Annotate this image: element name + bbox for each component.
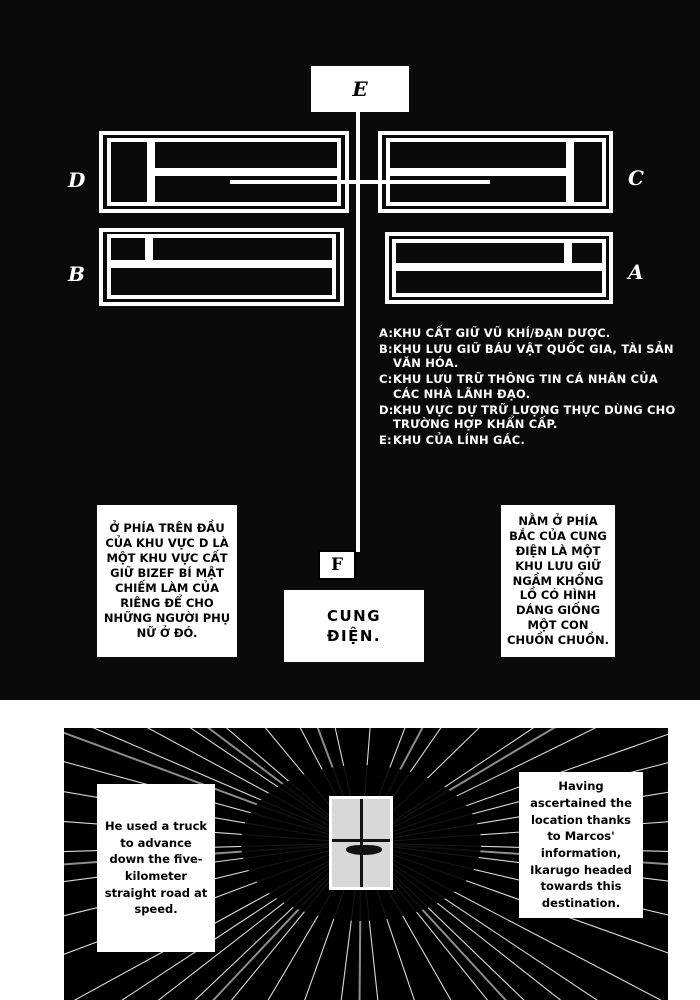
truck-silhouette <box>346 845 382 855</box>
legend-text: KHU CẤT GIỮ VŨ KHÍ/ĐẠN DƯỢC. <box>393 326 611 340</box>
map-zone-d-inner-c <box>151 172 341 206</box>
palace-caption-box <box>284 590 424 662</box>
palace-caption-line2: ĐIỆN. <box>326 627 382 645</box>
map-zone-f-box <box>318 550 356 580</box>
legend-item <box>379 433 679 448</box>
map-zone-e-box <box>311 66 409 112</box>
map-zone-c-inner-b <box>386 172 570 206</box>
legend-key: B: <box>379 341 393 356</box>
palace-caption-line1: CUNG <box>326 606 382 625</box>
map-zone-e-label: E <box>352 77 368 101</box>
door-rail <box>332 839 390 842</box>
note-left-box <box>97 505 237 657</box>
legend-key: C: <box>379 372 393 387</box>
caption-right-text: Having ascertained the location thanks to Marcos' information, Ikarugo headed towards this destination. <box>530 779 632 911</box>
legend-key: E: <box>379 433 392 448</box>
doorway-art <box>329 796 393 890</box>
note-right-box <box>501 505 615 657</box>
note-right-text: NẰM Ở PHÍA BẮC CỦA CUNG ĐIỆN LÀ MỘT KHU LƯU GIỮ NGẦM KHỔNG LỒ CÓ HÌNH DÁNG GIỐNG MỘT CON CHUỒN CHUỒN. <box>507 513 609 648</box>
panel-corridor <box>0 712 700 1000</box>
map-zone-a-inner-a <box>392 239 568 267</box>
map-connector-vertical-lower <box>356 252 360 552</box>
legend-key: D: <box>379 402 394 417</box>
map-zone-c-label: C <box>628 166 645 190</box>
legend-item <box>379 403 679 432</box>
map-zone-d-inner-a <box>107 138 151 206</box>
legend-text: KHU LƯU TRỮ THÔNG TIN CÁ NHÂN CỦA CÁC NHÀ LÃNH ĐẠO. <box>393 372 658 401</box>
panel-corridor-art <box>64 728 668 1000</box>
map-zone-f-label: F <box>330 555 344 575</box>
legend-text: KHU CỦA LÍNH GÁC. <box>393 433 525 448</box>
map-zone-d-label: D <box>68 168 87 192</box>
legend-text: KHU LƯU GIỮ BÁU VẬT QUỐC GIA, TÀI SẢN VĂN HÓA. <box>393 341 674 371</box>
map-zone-b-inner-a <box>107 234 149 264</box>
map-zone-b-label: B <box>68 262 86 286</box>
map-zone-a-inner-b <box>392 267 606 297</box>
caption-right-box <box>519 772 643 918</box>
map-zone-d-inner-b <box>151 138 341 172</box>
map-zone-c-inner-a <box>386 138 570 172</box>
door-divider <box>360 799 363 887</box>
legend-item <box>379 342 679 371</box>
map-zone-c-inner-c <box>570 138 606 206</box>
map-zone-a-inner-c <box>568 239 606 267</box>
caption-left-box <box>97 784 215 952</box>
map-zone-b-inner-c <box>107 264 336 299</box>
note-left-text: Ở PHÍA TRÊN ĐẦU CỦA KHU VỰC D LÀ MỘT KHU VỰC CẤT GIỮ BIZEF BÍ MẬT CHIẾM LÀM CỦA RIÊNG ĐỂ CHO NHỮNG NGƯỜI PHỤ NỮ Ở ĐÓ. <box>103 521 231 640</box>
map-zone-a-label: A <box>628 260 645 284</box>
legend-item <box>379 326 679 341</box>
map-zone-b-inner-b <box>149 234 336 264</box>
legend-item <box>379 372 679 401</box>
legend-text: KHU VỰC DỰ TRỮ LƯỢNG THỰC DÙNG CHO TRƯỜNG HỢP KHẨN CẤP. <box>393 402 676 432</box>
legend-key: A: <box>379 326 394 340</box>
map-legend <box>379 326 679 449</box>
caption-left-text: He used a truck to advance down the five-kilometer straight road at speed. <box>104 818 208 917</box>
